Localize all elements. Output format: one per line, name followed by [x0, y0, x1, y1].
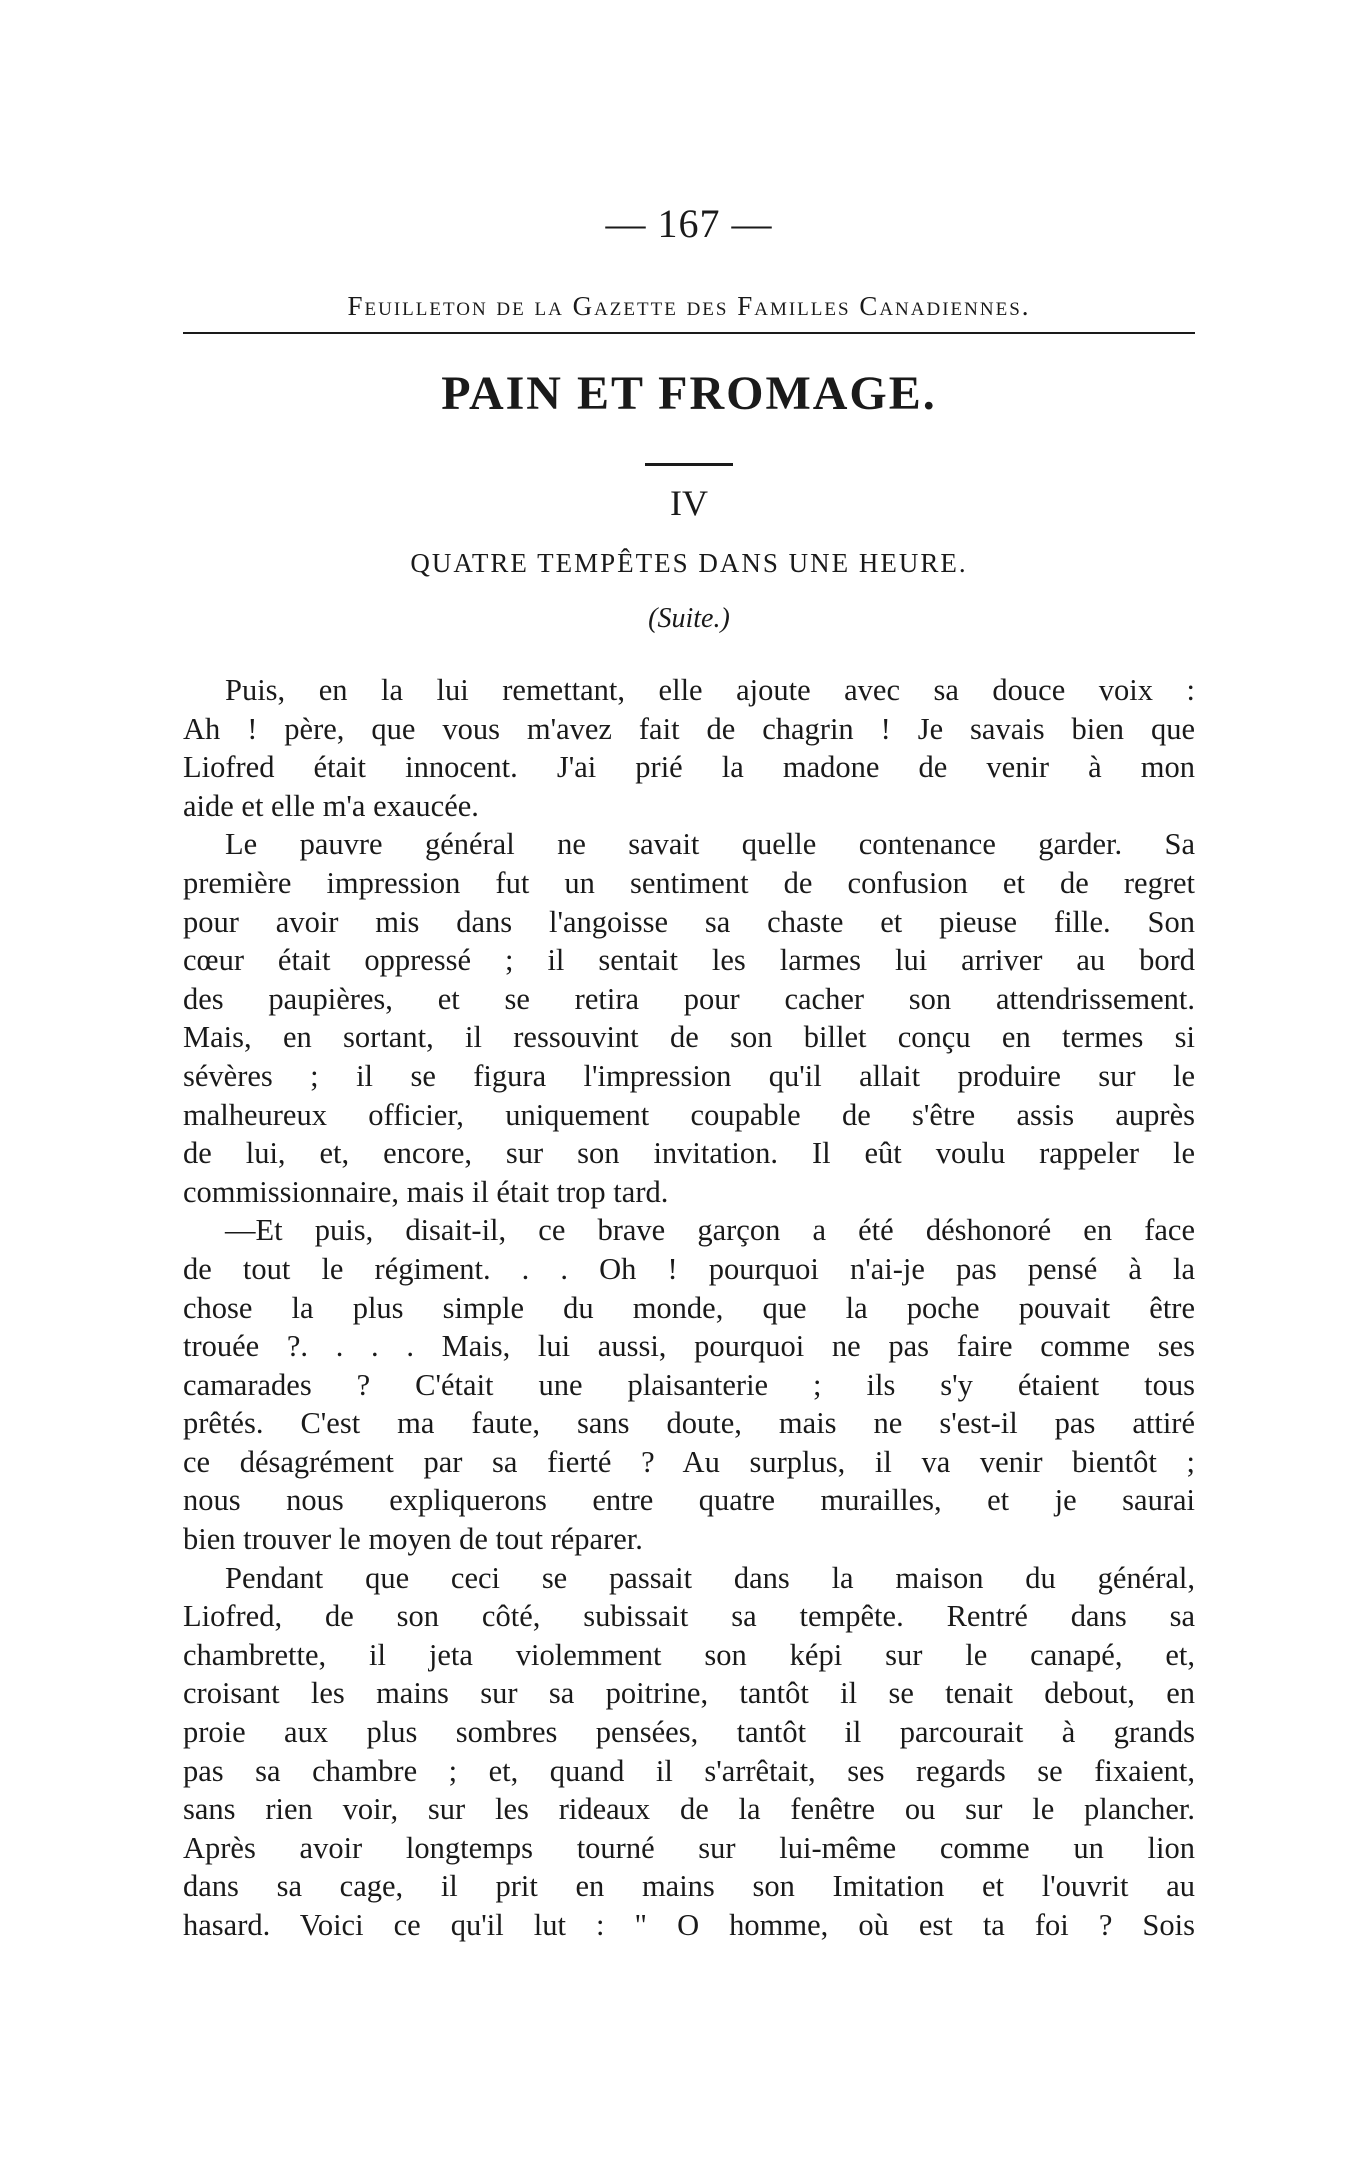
text-line: Liofred était innocent. J'ai prié la madone de venir à mon: [183, 750, 1195, 785]
text-line: de lui, et, encore, sur son invitation. Il eût voulu rappeler le: [183, 1136, 1195, 1171]
text-line: pas sa chambre ; et, quand il s'arrêtait, ses regards se fixaient,: [183, 1753, 1195, 1788]
text-line: croisant les mains sur sa poitrine, tantôt il se tenait debout, en: [183, 1676, 1195, 1711]
text-line: Le pauvre général ne savait quelle contenance garder. Sa: [225, 827, 1195, 862]
text-line: bien trouver le moyen de tout réparer.: [183, 1522, 643, 1557]
text-line: Puis, en la lui remettant, elle ajoute avec sa douce voix :: [225, 673, 1195, 707]
text-line: sans rien voir, sur les rideaux de la fenêtre ou sur le plancher.: [183, 1792, 1195, 1827]
body-text: [183, 671, 1195, 1945]
text-line: Après avoir longtemps tourné sur lui-même comme un lion: [183, 1830, 1195, 1865]
chapter-number: IV: [670, 483, 708, 523]
text-line: des paupières, et se retira pour cacher son attendrissement.: [183, 981, 1195, 1016]
book-page: [183, 200, 1195, 1945]
text-line: dans sa cage, il prit en mains son Imitation et l'ouvrit au: [183, 1869, 1195, 1904]
text-line: trouée ?. . . . Mais, lui aussi, pourquoi ne pas faire comme ses: [183, 1329, 1195, 1364]
running-header: Feuilleton de la Gazette des Familles Canadiennes.: [183, 291, 1195, 334]
text-line: proie aux plus sombres pensées, tantôt il parcourait à grands: [183, 1715, 1195, 1750]
text-line: chambrette, il jeta violemment son képi sur le canapé, et,: [183, 1637, 1195, 1672]
page-number: — 167 —: [605, 201, 773, 246]
text-line: Liofred, de son côté, subissait sa tempête. Rentré dans sa: [183, 1599, 1195, 1634]
text-line: hasard. Voici ce qu'il lut : " O homme, où est ta foi ? Sois: [183, 1908, 1195, 1942]
text-line: prêtés. C'est ma faute, sans doute, mais ne s'est-il pas attiré: [183, 1406, 1195, 1441]
text-line: commissionnaire, mais il était trop tard.: [183, 1174, 669, 1209]
text-line: première impression fut un sentiment de confusion et de regret: [183, 865, 1195, 900]
text-line: Mais, en sortant, il ressouvint de son billet conçu en termes si: [183, 1020, 1195, 1055]
text-line: Ah ! père, que vous m'avez fait de chagrin ! Je savais bien que: [183, 711, 1195, 746]
continued-label: (Suite.): [648, 603, 730, 634]
text-line: pour avoir mis dans l'angoisse sa chaste et pieuse fille. Son: [183, 904, 1195, 939]
text-line: de tout le régiment. . . Oh ! pourquoi n'ai-je pas pensé à la: [183, 1251, 1195, 1286]
text-line: ce désagrément par sa fierté ? Au surplus, il va venir bientôt ;: [183, 1444, 1195, 1479]
title-divider: [645, 463, 733, 466]
story-title: PAIN ET FROMAGE.: [441, 367, 937, 420]
text-line: nous nous expliquerons entre quatre murailles, et je saurai: [183, 1483, 1195, 1518]
text-line: sévères ; il se figura l'impression qu'il allait produire sur le: [183, 1058, 1195, 1093]
text-line: —Et puis, disait-il, ce brave garçon a été déshonoré en face: [225, 1213, 1195, 1248]
text-line: chose la plus simple du monde, que la poche pouvait être: [183, 1290, 1195, 1325]
text-line: cœur était oppressé ; il sentait les larmes lui arriver au bord: [183, 943, 1195, 978]
text-line: aide et elle m'a exaucée.: [183, 788, 479, 823]
text-line: malheureux officier, uniquement coupable de s'être assis auprès: [183, 1097, 1195, 1132]
chapter-title: QUATRE TEMPÊTES DANS UNE HEURE.: [410, 548, 968, 578]
text-line: camarades ? C'était une plaisanterie ; ils s'y étaient tous: [183, 1367, 1195, 1402]
text-line: Pendant que ceci se passait dans la maison du général,: [225, 1560, 1195, 1595]
